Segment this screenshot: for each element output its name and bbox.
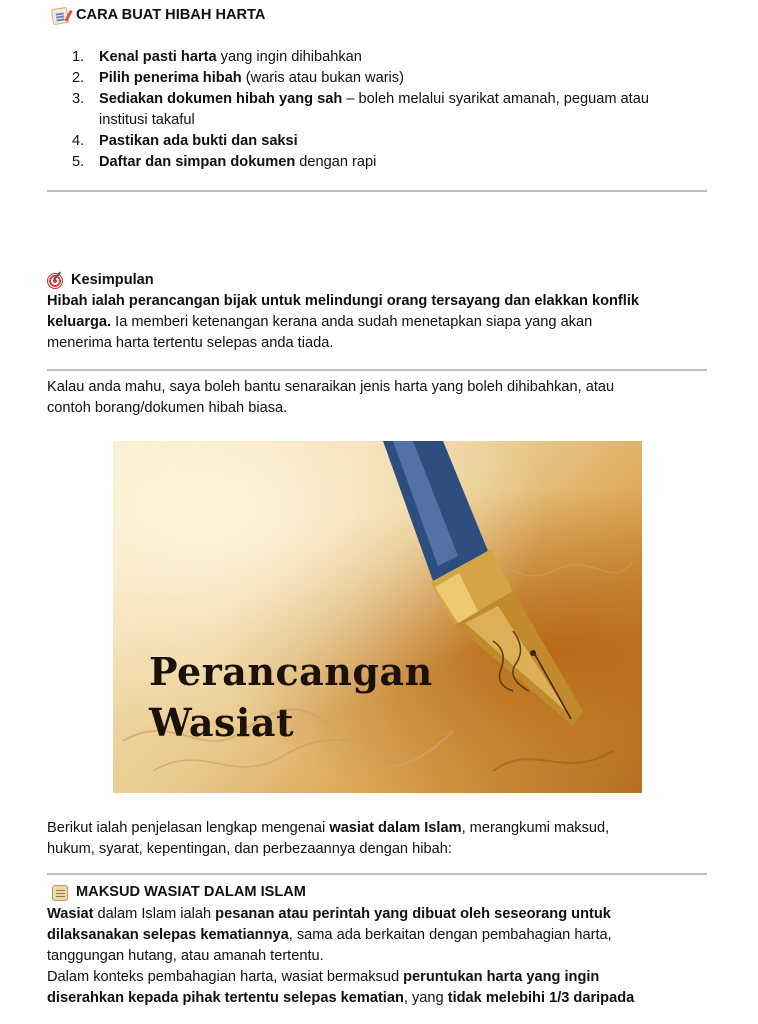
maksud-text: , yang: [403, 990, 448, 1006]
offer-text: contoh borang/dokumen hibah biasa.: [47, 400, 288, 416]
section-title: CARA BUAT HIBAH HARTA: [76, 7, 266, 23]
step-bold: Daftar dan simpan dokumen: [99, 154, 296, 170]
maksud-bold-text: diserahkan kepada pihak tertentu selepas kematian: [47, 990, 404, 1006]
scroll-icon: [52, 885, 68, 901]
step-text-cont: institusi takaful: [99, 112, 195, 128]
conclusion-bold-text: Hibah ialah perancangan bijak untuk melindungi orang tersayang dan elakkan konflik: [47, 293, 639, 309]
step-text: dengan rapi: [295, 154, 377, 170]
maksud-paragraph: [47, 904, 717, 1009]
list-number: 4.: [72, 133, 85, 149]
conclusion-heading: [47, 270, 154, 291]
intro-paragraph: [47, 818, 717, 860]
step-text: yang ingin dihibahkan: [216, 49, 362, 65]
step-text: (waris atau bukan waris): [241, 70, 404, 86]
list-number: 1.: [72, 49, 85, 65]
section-heading-maksud-wasiat: [52, 882, 306, 903]
divider: [47, 190, 707, 192]
divider: [47, 369, 707, 371]
intro-text: Berikut ialah penjelasan lengkap mengenai: [47, 820, 330, 836]
section-heading-cara-buat-hibah: [52, 5, 265, 26]
illustration-title: [149, 646, 433, 748]
list-item: [72, 68, 712, 89]
conclusion-paragraph: [47, 291, 717, 354]
offer-text: Kalau anda mahu, saya boleh bantu senaraikan jenis harta yang boleh dihibahkan, atau: [47, 379, 615, 395]
maksud-bold-text: tidak melebihi 1/3 daripada: [447, 990, 635, 1006]
maksud-bold-text: pesanan atau perintah yang dibuat oleh seseorang untuk: [215, 906, 611, 922]
intro-text: , merangkumi maksud,: [461, 820, 610, 836]
step-bold: Pastikan ada bukti dan saksi: [99, 133, 298, 149]
step-text: – boleh melalui syarikat amanah, peguam atau: [342, 91, 649, 107]
list-number: 2.: [72, 70, 85, 86]
step-bold: Pilih penerima hibah: [99, 70, 242, 86]
target-icon: [47, 273, 63, 289]
illustration-title-line: Wasiat: [149, 700, 294, 745]
wasiat-illustration: [113, 441, 642, 793]
conclusion-bold-text: keluarga.: [47, 314, 112, 330]
divider: [47, 873, 707, 875]
section-title: MAKSUD WASIAT DALAM ISLAM: [76, 884, 306, 900]
list-item: [72, 152, 712, 173]
list-number: 3.: [72, 91, 85, 107]
steps-list: [72, 47, 712, 173]
intro-text: hukum, syarat, kepentingan, dan perbezaannya dengan hibah:: [47, 841, 452, 857]
maksud-text: , sama ada berkaitan dengan pembahagian harta,: [288, 927, 612, 943]
step-bold: Kenal pasti harta: [99, 49, 217, 65]
memo-icon: [51, 6, 69, 24]
list-number: 5.: [72, 154, 85, 170]
illustration-title-line: Perancangan: [149, 649, 433, 694]
offer-paragraph: [47, 377, 717, 419]
list-item: [72, 131, 712, 152]
maksud-text: dalam Islam ialah: [93, 906, 216, 922]
maksud-bold-text: Wasiat: [47, 906, 94, 922]
maksud-bold-text: dilaksanakan selepas kematiannya: [47, 927, 289, 943]
maksud-text: tanggungan hutang, atau amanah tertentu.: [47, 948, 324, 964]
conclusion-text: menerima harta tertentu selepas anda tiada.: [47, 335, 334, 351]
conclusion-title: Kesimpulan: [71, 272, 154, 288]
step-bold: Sediakan dokumen hibah yang sah: [99, 91, 343, 107]
intro-bold-text: wasiat dalam Islam: [329, 820, 462, 836]
maksud-text: Dalam konteks pembahagian harta, wasiat bermaksud: [47, 969, 404, 985]
list-item: [72, 47, 712, 68]
maksud-bold-text: peruntukan harta yang ingin: [403, 969, 600, 985]
conclusion-text: Ia memberi ketenangan kerana anda sudah menetapkan siapa yang akan: [111, 314, 593, 330]
list-item: [72, 89, 712, 131]
